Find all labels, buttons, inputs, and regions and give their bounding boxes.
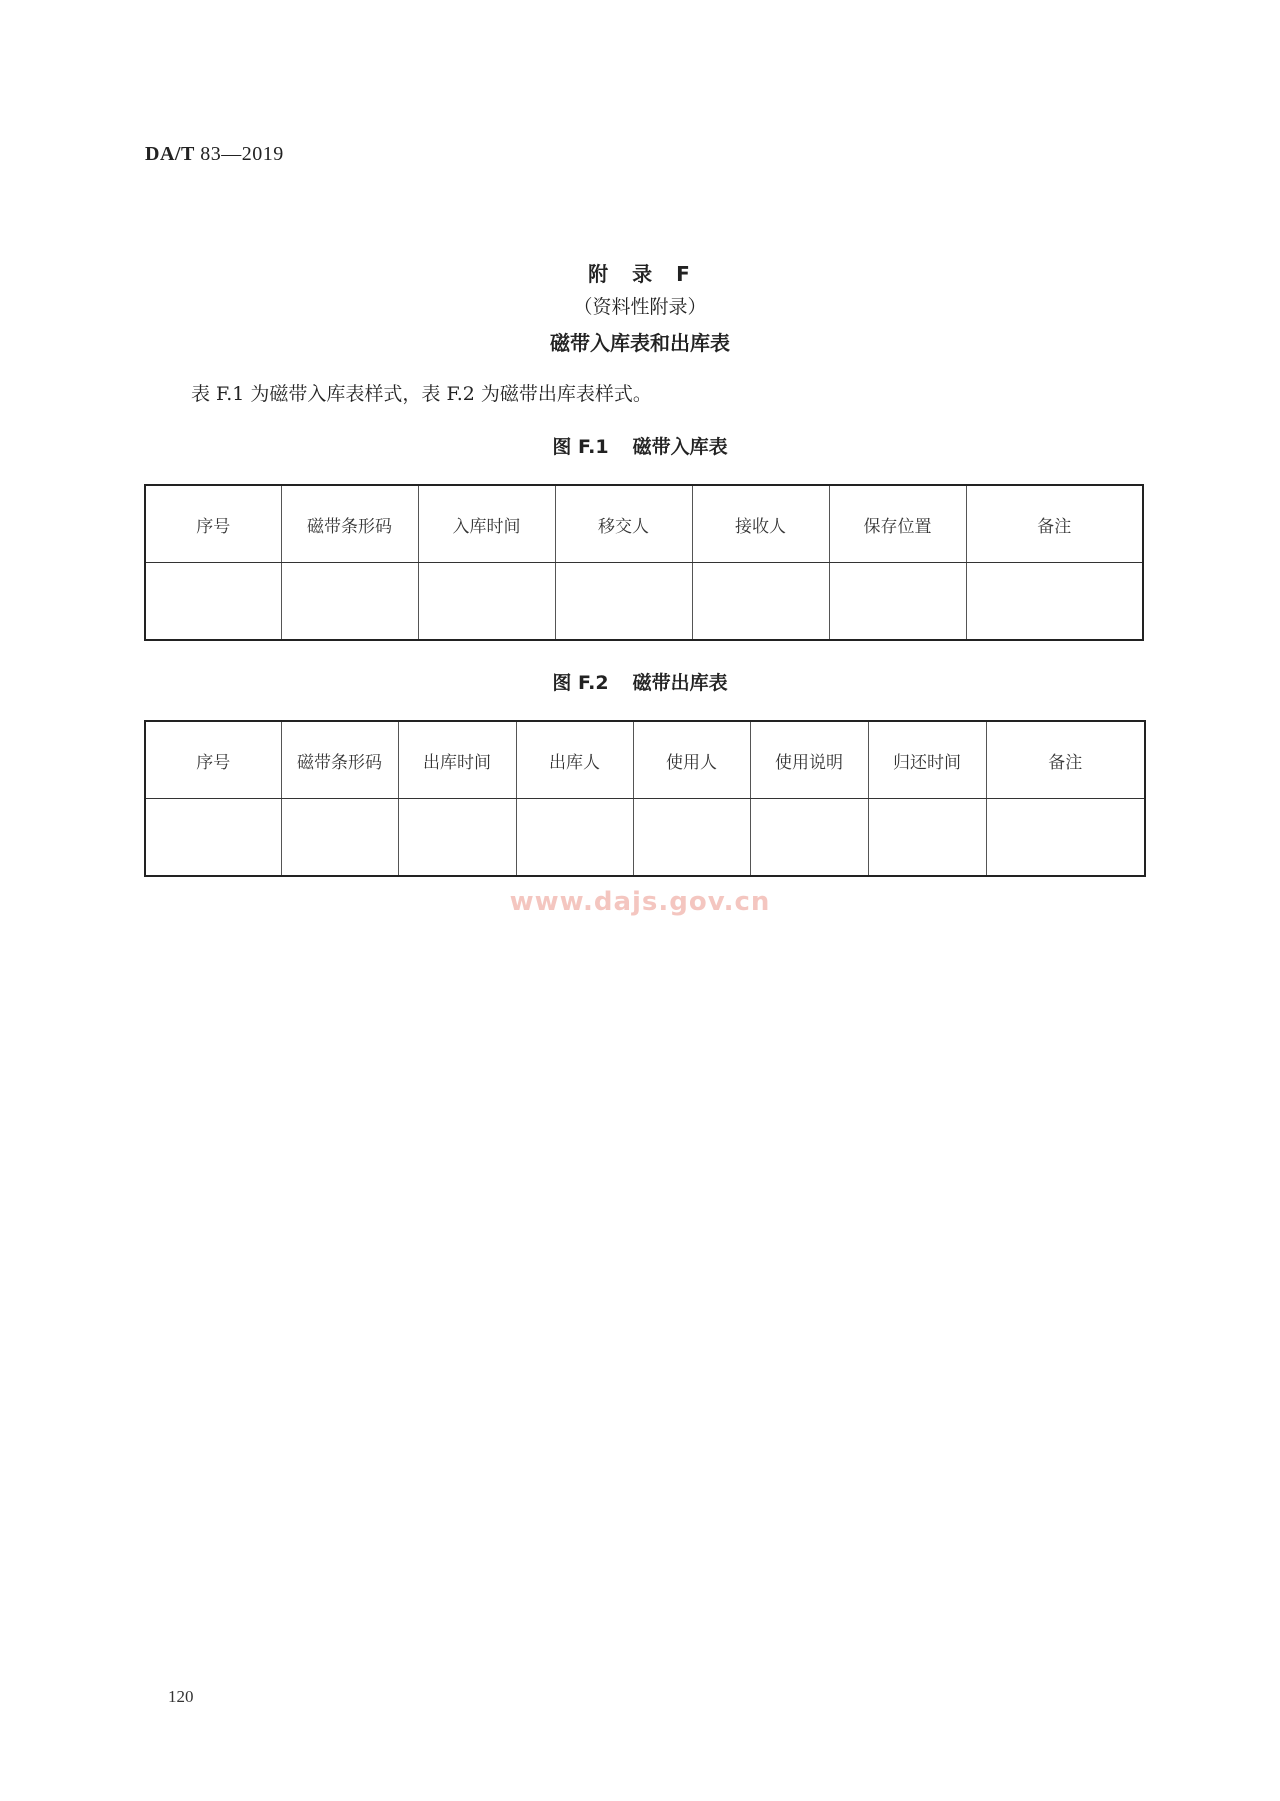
table-cell bbox=[966, 563, 1143, 641]
column-header: 归还时间 bbox=[868, 721, 986, 799]
table-cell bbox=[145, 563, 281, 641]
table-in-caption-id: 图 F.1 bbox=[552, 436, 609, 458]
column-header: 保存位置 bbox=[829, 485, 966, 563]
table-row bbox=[145, 563, 1143, 641]
table-cell bbox=[750, 799, 868, 877]
table-cell bbox=[418, 563, 555, 641]
page-number: 120 bbox=[168, 1687, 194, 1706]
column-header: 出库时间 bbox=[398, 721, 516, 799]
table-cell bbox=[281, 563, 418, 641]
column-header: 移交人 bbox=[555, 485, 692, 563]
appendix-title: 附 录 F bbox=[588, 262, 692, 286]
appendix-name: 磁带入库表和出库表 bbox=[550, 331, 730, 355]
table-header-row bbox=[145, 721, 1145, 799]
table-out-caption-id: 图 F.2 bbox=[552, 672, 609, 694]
intro-paragraph: 表 F.1 为磁带入库表样式，表 F.2 为磁带出库表样式。 bbox=[191, 383, 652, 405]
column-header: 使用说明 bbox=[750, 721, 868, 799]
table-cell bbox=[633, 799, 750, 877]
column-header: 序号 bbox=[145, 485, 281, 563]
table-out-caption-name: 磁带出库表 bbox=[632, 672, 728, 694]
table-row bbox=[145, 799, 1145, 877]
column-header: 备注 bbox=[986, 721, 1145, 799]
standard-number: 83—2019 bbox=[200, 143, 284, 165]
standard-code bbox=[145, 143, 284, 166]
column-header: 备注 bbox=[966, 485, 1143, 563]
table-out-caption bbox=[0, 668, 1280, 695]
table-cell bbox=[145, 799, 281, 877]
column-header: 磁带条形码 bbox=[281, 485, 418, 563]
table-cell bbox=[516, 799, 633, 877]
column-header: 接收人 bbox=[692, 485, 829, 563]
table-header-row bbox=[145, 485, 1143, 563]
watermark: www.dajs.gov.cn bbox=[509, 887, 771, 917]
table-cell bbox=[555, 563, 692, 641]
column-header: 使用人 bbox=[633, 721, 750, 799]
table-cell bbox=[829, 563, 966, 641]
table-cell bbox=[868, 799, 986, 877]
column-header: 入库时间 bbox=[418, 485, 555, 563]
table-cell bbox=[692, 563, 829, 641]
table-cell bbox=[281, 799, 398, 877]
table-in-caption bbox=[0, 432, 1280, 459]
table-cell bbox=[986, 799, 1145, 877]
table-cell bbox=[398, 799, 516, 877]
standard-prefix: DA/T bbox=[145, 143, 195, 165]
tape-in-table bbox=[144, 484, 1144, 641]
tape-out-table bbox=[144, 720, 1146, 877]
table-in-caption-name: 磁带入库表 bbox=[632, 436, 728, 458]
column-header: 序号 bbox=[145, 721, 281, 799]
column-header: 磁带条形码 bbox=[281, 721, 398, 799]
appendix-type: （资料性附录） bbox=[573, 296, 707, 318]
column-header: 出库人 bbox=[516, 721, 633, 799]
